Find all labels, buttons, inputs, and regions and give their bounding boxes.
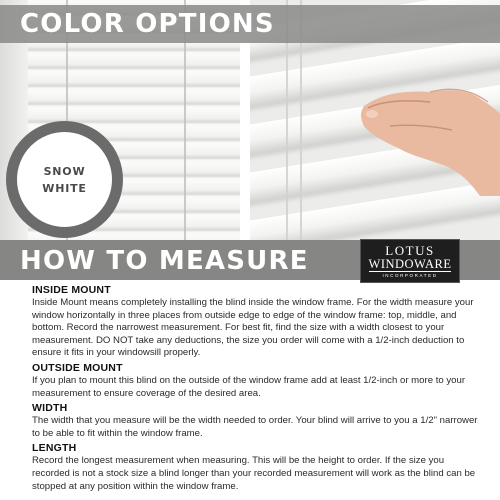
hand-image [360,86,500,196]
color-swatch-snow-white[interactable] [6,121,123,238]
logo-line3: INCORPORATED [382,272,438,278]
logo-line2: WINDOWARE [368,256,452,271]
width-heading: WIDTH [32,402,68,415]
color-options-title: COLOR OPTIONS [20,9,275,39]
inside-mount-text: Inside Mount means completely installing the blind inside the window frame. For the width measure your window horizontally in three places from outside edge to edge of the window frame: top, middle, and bottom. Record the narrowest measurement. For best fit, find the size with a width closest to your measurement. DO NOT take any deductions, the size you order will come with a 1/2-inch deduction to ensure it fits in your windowsill properly. [32,297,474,359]
how-to-measure-title: HOW TO MEASURE [20,246,309,276]
logo-line1: LOTUS [385,242,435,258]
measurement-instructions [32,284,480,495]
swatch-label-line2: WHITE [42,181,87,195]
color-options-banner [0,5,500,43]
inside-mount-heading: INSIDE MOUNT [32,284,111,296]
outside-mount-text: If you plan to mount this blind on the outside of the window frame add at least 1/2-inch or more to your measurement to ensure coverage of the desired area. [32,374,466,399]
swatch-label-line1: SNOW [43,164,86,178]
lotus-windoware-logo [360,239,460,283]
length-heading: LENGTH [32,442,77,455]
width-text: The width that you measure will be the width needed to order. Your blind will arrive to you a 1/2" narrower to be able to fit within the window frame. [32,415,478,439]
outside-mount-heading: OUTSIDE MOUNT [32,361,123,374]
length-text: Record the longest measurement when measuring. This will be the height to order. If the size you recorded is not a stock size a blind longer than your recorded measurement will work as the blind can be stopped at any position within the window frame. [32,455,476,492]
